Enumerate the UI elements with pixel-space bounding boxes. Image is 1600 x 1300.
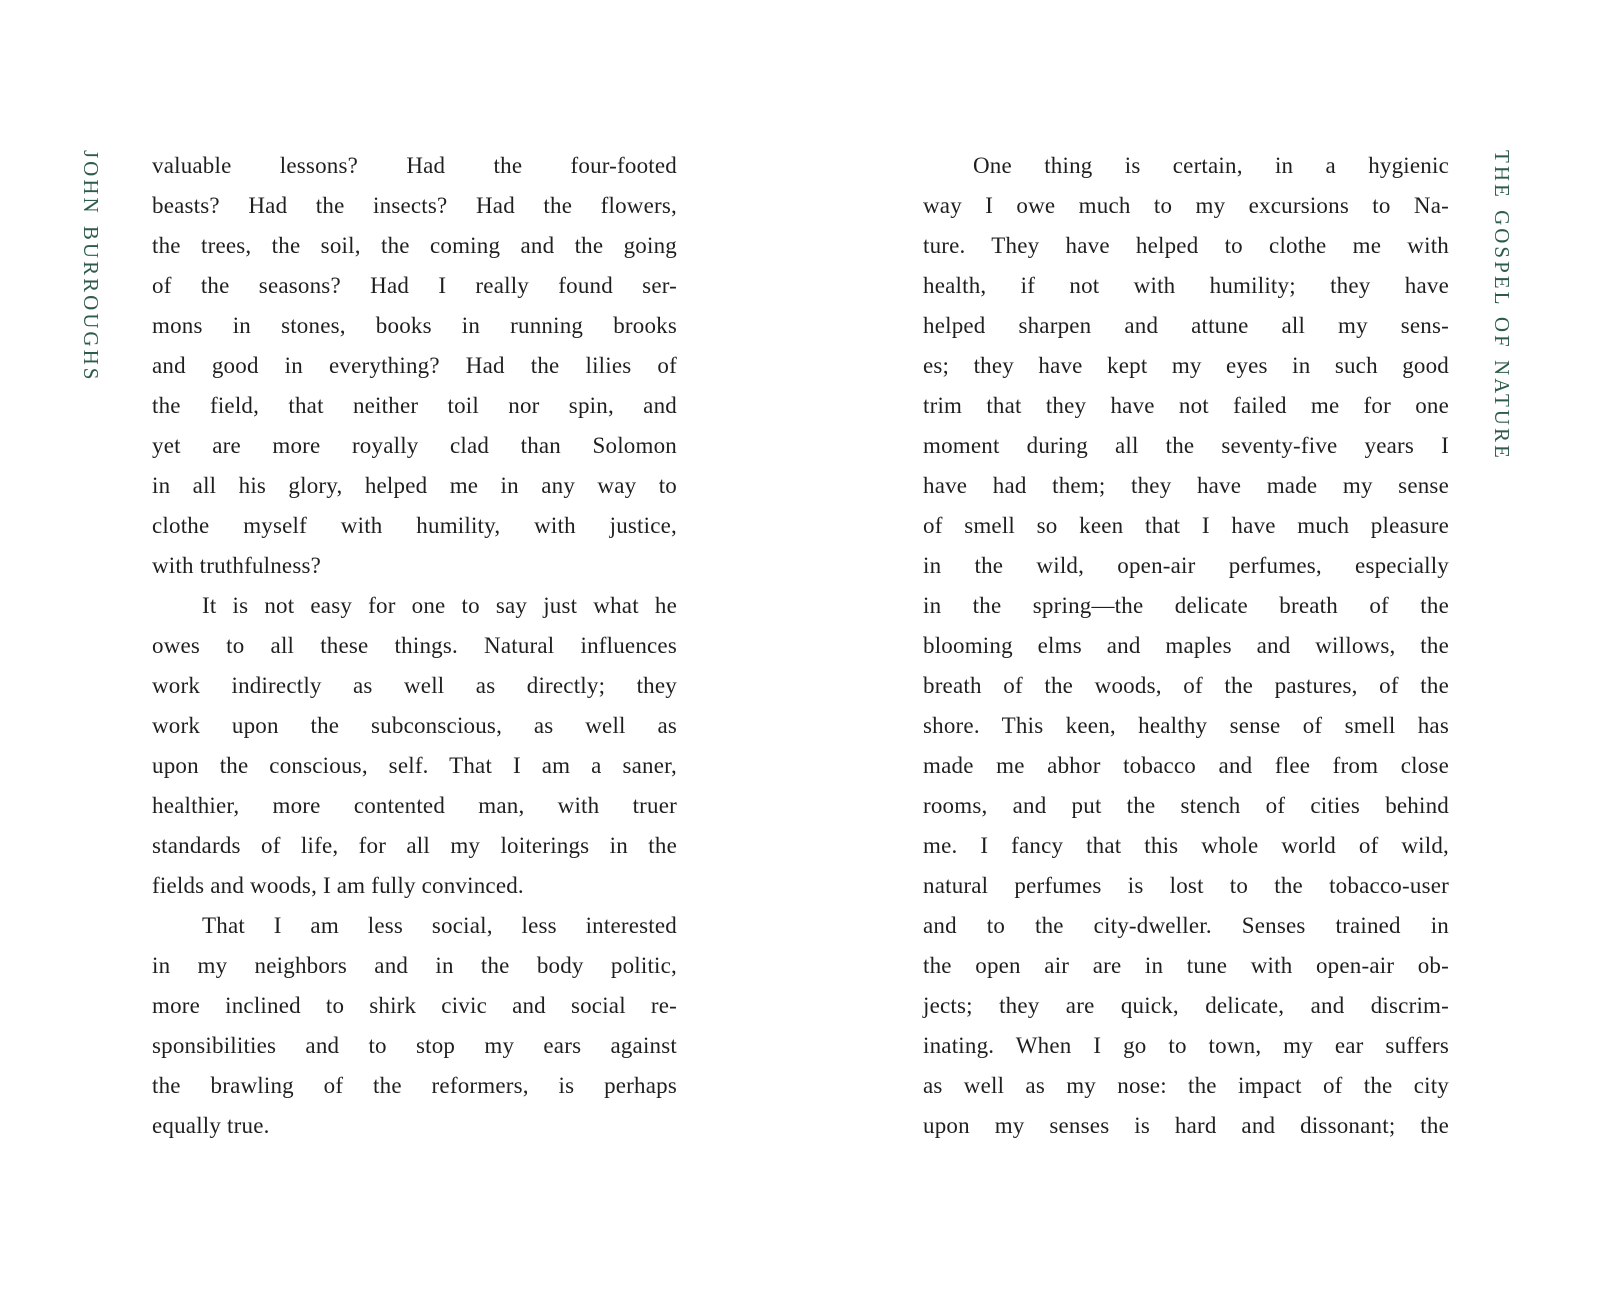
text-line: work upon the subconscious, as well as <box>152 713 677 738</box>
text-line: have had them; they have made my sense <box>923 473 1449 498</box>
text-line: jects; they are quick, delicate, and discrim- <box>923 993 1449 1018</box>
text-line: in all his glory, helped me in any way to <box>152 473 677 498</box>
text-line: of smell so keen that I have much pleasure <box>923 513 1449 538</box>
text-line: valuable lessons? Had the four-footed <box>152 153 677 178</box>
text-line: and good in everything? Had the lilies of <box>152 353 677 378</box>
text-line: owes to all these things. Natural influences <box>152 633 677 658</box>
text-line: health, if not with humility; they have <box>923 273 1449 298</box>
text-line: yet are more royally clad than Solomon <box>152 433 677 458</box>
text-line: sponsibilities and to stop my ears against <box>152 1033 677 1058</box>
text-line: standards of life, for all my loiterings in the <box>152 833 677 858</box>
text-line: in the wild, open-air perfumes, especially <box>923 553 1449 578</box>
title-running-head: THE GOSPEL OF NATURE <box>1490 150 1514 461</box>
text-line: upon my senses is hard and dissonant; the <box>923 1113 1449 1138</box>
text-line: in my neighbors and in the body politic, <box>152 953 677 978</box>
text-line: the brawling of the reformers, is perhaps <box>152 1073 677 1098</box>
text-line: That I am less social, less interested <box>202 913 677 938</box>
text-line: mons in stones, books in running brooks <box>152 313 677 338</box>
text-line: the open air are in tune with open-air ob- <box>923 953 1449 978</box>
text-line: clothe myself with humility, with justice, <box>152 513 677 538</box>
right-page-text-column <box>923 146 1449 1146</box>
text-line: fields and woods, I am fully convinced. <box>152 873 524 898</box>
text-line: upon the conscious, self. That I am a saner, <box>152 753 677 778</box>
text-line: natural perfumes is lost to the tobacco-user <box>923 873 1449 898</box>
text-line: in the spring—the delicate breath of the <box>923 593 1449 618</box>
text-line: moment during all the seventy-five years I <box>923 433 1449 458</box>
text-line: healthier, more contented man, with truer <box>152 793 677 818</box>
text-line: beasts? Had the insects? Had the flowers, <box>152 193 677 218</box>
text-line: blooming elms and maples and willows, the <box>923 633 1449 658</box>
text-line: trim that they have not failed me for one <box>923 393 1449 418</box>
text-line: made me abhor tobacco and flee from close <box>923 753 1449 778</box>
text-line: me. I fancy that this whole world of wild, <box>923 833 1449 858</box>
text-line: with truthfulness? <box>152 553 322 578</box>
text-line: ture. They have helped to clothe me with <box>923 233 1449 258</box>
text-line: the trees, the soil, the coming and the going <box>152 233 677 258</box>
text-line: more inclined to shirk civic and social re- <box>152 993 677 1018</box>
text-line: inating. When I go to town, my ear suffers <box>923 1033 1449 1058</box>
text-line: breath of the woods, of the pastures, of the <box>923 673 1449 698</box>
text-line: way I owe much to my excursions to Na- <box>923 193 1449 218</box>
text-line: rooms, and put the stench of cities behind <box>923 793 1449 818</box>
text-line: and to the city-dweller. Senses trained in <box>923 913 1449 938</box>
author-running-head: JOHN BURROUGHS <box>79 150 103 383</box>
text-line: helped sharpen and attune all my sens- <box>923 313 1449 338</box>
text-line: of the seasons? Had I really found ser- <box>152 273 677 298</box>
text-line: es; they have kept my eyes in such good <box>923 353 1449 378</box>
text-line: One thing is certain, in a hygienic <box>973 153 1449 178</box>
text-line: the field, that neither toil nor spin, and <box>152 393 677 418</box>
text-line: work indirectly as well as directly; they <box>152 673 677 698</box>
left-page-text-column <box>152 146 677 1146</box>
text-line: shore. This keen, healthy sense of smell has <box>923 713 1449 738</box>
text-line: equally true. <box>152 1113 270 1138</box>
text-line: as well as my nose: the impact of the city <box>923 1073 1449 1098</box>
text-line: It is not easy for one to say just what he <box>202 593 677 618</box>
